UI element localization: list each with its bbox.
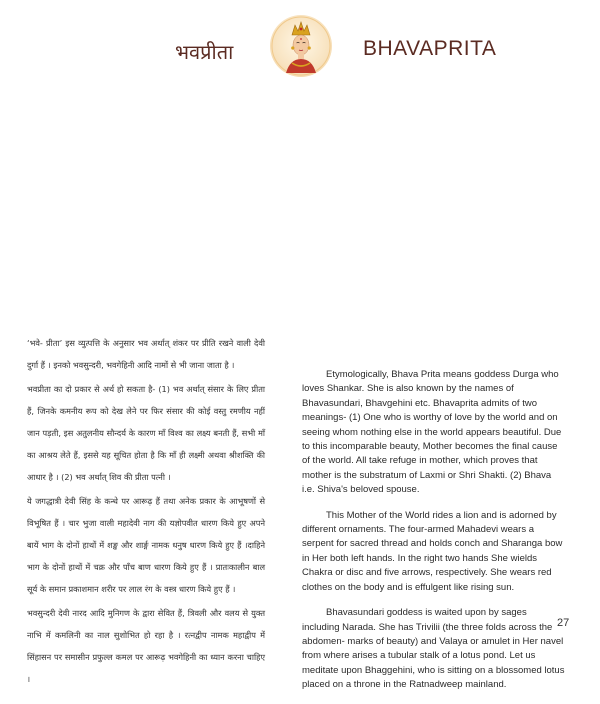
hindi-paragraph: भवप्रीता का दो प्रकार से अर्थ हो सकता है- (1) भव अर्थात् संसार के लिए प्रीता हैं, जिनके कमनीय रूप को देख लेने पर फिर संसार की कोई वस्तु रमणीय नहीं जान पड़ती, इस अतुलनीय सौन्दर्य के कारण माँ विश्व का लक्ष्य बनती हैं, सभी माँ का आश्रय लेते हैं, इससे यह सूचित होता है कि माँ ही लक्ष्मी अथवा श्रीशक्ति की आधार है । (2) भव अर्थात् शिव की प्रीता पत्नी । <box>27 384 265 482</box>
english-paragraph: Bhavasundari goddess is waited upon by sages including Narada. She has Trivilii (the three folds across the abdomen- marks of beauty) and Valaya or amulet in Her navel from where arises a tubular stalk of a lotus pond. Let us meditate upon Bhaggehini, who is sitting on a blossomed lotus placed on a throne in the Ratnadweep mainland. <box>302 607 565 691</box>
english-text-column <box>302 368 566 704</box>
hindi-paragraph: ये जगद्धात्री देवी सिंह के कन्धे पर आरूढ़ हैं तथा अनेक प्रकार के आभूषणों से विभूषित हैं । चार भुजा वाली महादेवी नाग की यज्ञोपवीत धारण किये हुए अपने बायें भाग के दोनों हाथों में शङ्ख और शार्ङ्ग नामक धनुष धारण किये हुए हैं ।दाहिने भाग के दोनों हाथों में चक्र और पाँच बाण धारण किये हुए हैं । प्रातःकालीन बाल सूर्य के समान प्रकाशमान शरीर पर लाल रंग के वस्त्र धारण किये हुए हैं । <box>27 496 265 594</box>
goddess-portrait-icon <box>270 15 332 77</box>
hindi-paragraph: ‘भवे- प्रीता’ इस व्युत्पत्ति के अनुसार भव अर्थात् शंकर पर प्रीति रखने वाली देवी दुर्गा हैं । इनको भवसुन्दरी, भवगेहिनी आदि नामों से भी जाना जाता है । <box>27 338 265 370</box>
hindi-paragraph: भवसुन्दरी देवी नारद आदि मुनिगण के द्वारा सेवित हैं, त्रिवली और वलय से युक्त नाभि में कमलिनी का नाल सुशोभित हो रहा है । रत्नद्वीप नामक महाद्वीप में सिंहासन पर समासीन प्रफुल्ल कमल पर आरूढ़ भवगेहिनी का ध्यान करना चाहिए । <box>27 608 265 684</box>
page-number: 27 <box>557 617 570 629</box>
title-hindi: भवप्रीता <box>175 40 234 64</box>
english-paragraph: Etymologically, Bhava Prita means goddess Durga who loves Shankar. She is also known by the names of Bhavasundari, Bhavgehini etc. Bhavaprita admits of two meanings- (1) One who is worthy of love by the world and on seeing whom nothing else in the world appears beautiful. Due to this incomparable beauty, Mother becomes the final cause of the world. All take refuge in mother, which proves that mother is the substratum of Laxmi or Shri Shakti. (2) Bhava i.e. Shiva's beloved spouse. <box>302 369 562 496</box>
hindi-text-column <box>27 332 265 690</box>
title-english: BHAVAPRITA <box>363 37 497 60</box>
english-paragraph: This Mother of the World rides a lion and is adorned by different ornaments. The four-armed Mahadevi wears a serpent for sacred thread and holds conch and Sharanga bow in Her both left hands. In the right two hands She wields Chakra or disc and five arrows, respectively. She wears red clothes on the body and is effulgent like rising sun. <box>302 509 563 593</box>
